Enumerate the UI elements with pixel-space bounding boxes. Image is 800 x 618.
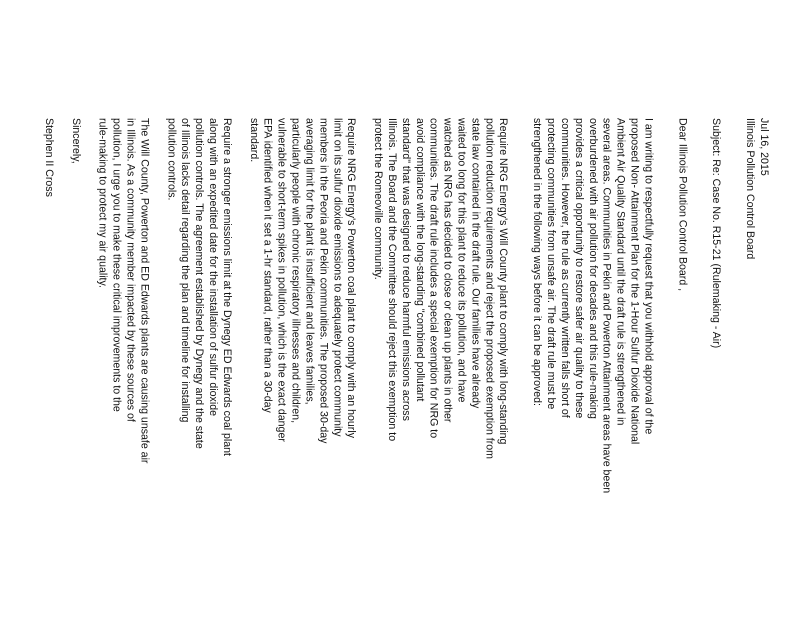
letter-body <box>41 118 770 618</box>
paragraph-line: Require NRG Energy's Powerton coal plant to comply with an hourly <box>345 118 358 438</box>
paragraph-line: members in the Peoria and Pekin communities. The proposed 30-day <box>317 118 330 444</box>
paragraph-line: standard" that was designed to reduce harmful emissions across <box>399 118 412 421</box>
paragraph-line: averaging limit for the plant is insufficient and leaves families, <box>303 118 316 405</box>
letter-recipient: Illinois Pollution Control Board <box>744 118 757 260</box>
paragraph-line: communities. The draft rule includes a special exemption for NRG to <box>427 118 440 439</box>
paragraph-line: watched as NRG has decided to close or clean up plants in other <box>441 118 454 423</box>
paragraph-conclusion <box>95 118 151 618</box>
paragraph-line: several areas. Communities in Pekin and Powerton Attainment areas have been <box>600 118 613 494</box>
paragraph-line: protect the Romeoville community. <box>372 118 385 280</box>
paragraph-line: Require NRG Energy's Will County plant to comply with long-standing <box>497 118 510 445</box>
paragraph-line: state law contained in the draft rule. Our families have already <box>469 118 482 409</box>
paragraph-line: of Illinois lacks detail regarding the plan and timeline for installing <box>179 118 192 423</box>
paragraph-line: protecting communities from unsafe air. The draft rule must be <box>545 118 558 410</box>
paragraph-line: vulnerable to short-term spikes in pollution, which is the exact danger <box>275 118 288 442</box>
paragraph-line: pollution reduction requirements and reject the proposed exemption from <box>483 118 496 459</box>
paragraph-ed-edwards <box>163 118 233 618</box>
paragraph-line: The Will County, Powerton and ED Edwards plants are causing unsafe air <box>138 118 151 464</box>
paragraph-line: avoid compliance with the long-standing "combined pollutant <box>413 118 426 402</box>
paragraph-line: proposed Non- Attainment Plan for the 1-Hour Sulfur Dioxide National <box>628 118 641 445</box>
paragraph-line: in Illinois. As a community member impacted by these sources of <box>124 118 137 422</box>
paragraph-line: Illinois. The Board and the Committee should reject this exemption to <box>385 118 398 442</box>
letter-subject: Subject: Re: Case No. R15-21 (Rulemaking - Air) <box>710 118 723 349</box>
paragraph-powerton <box>246 118 357 618</box>
paragraph-intro <box>529 118 654 618</box>
letter-closing: Sincerely, <box>69 118 82 164</box>
paragraph-line: pollution, I urge you to make these critical improvements to the <box>110 118 123 412</box>
paragraph-line: Require a stronger emissions limit at the Dynegy ED Edwards coal plant <box>220 118 233 456</box>
letter-signature: Stephen II Cross <box>42 118 55 197</box>
paragraph-line: particularly people with chronic respiratory illnesses and children, <box>289 118 302 424</box>
paragraph-line: EPA identified when it set a 1-hr standard, rather than a 30-day <box>261 118 274 413</box>
paragraph-line: I am writing to respectfully request that you withhold approval of the <box>642 118 655 435</box>
paragraph-line: pollution controls. <box>165 118 178 201</box>
paragraph-line: rule-making to protect my air quality. <box>96 118 109 288</box>
paragraph-line: Ambient Air Quality Standard until the draft rule is strengthened in <box>614 118 627 426</box>
paragraph-line: along with an expedited date for the installation of sulfur dioxide <box>207 118 219 416</box>
paragraph-line: overburdened with air pollution for decades and this rule-making <box>586 118 599 419</box>
letter-date: Jul 16, 2015 <box>758 118 770 176</box>
paragraph-line: communities. However, the rule as currently written falls short of <box>558 118 571 418</box>
paragraph-line: waited too long for this plant to reduce its pollution, and have <box>455 118 468 403</box>
paragraph-will-county <box>370 118 509 618</box>
paragraph-line: strengthened in the following ways before it can be approved: <box>531 118 544 406</box>
paragraph-line: standard. <box>247 118 260 163</box>
letter-salutation: Dear Illinois Pollution Control Board , <box>676 118 689 292</box>
paragraph-line: limit on its sulfur dioxide emissions to adequately protect community <box>331 118 344 437</box>
paragraph-line: provides a critical opportunity to restore safer air quality to these <box>572 118 585 419</box>
paragraph-line: pollution controls. The agreement established by Dynegy and the state <box>193 118 206 449</box>
